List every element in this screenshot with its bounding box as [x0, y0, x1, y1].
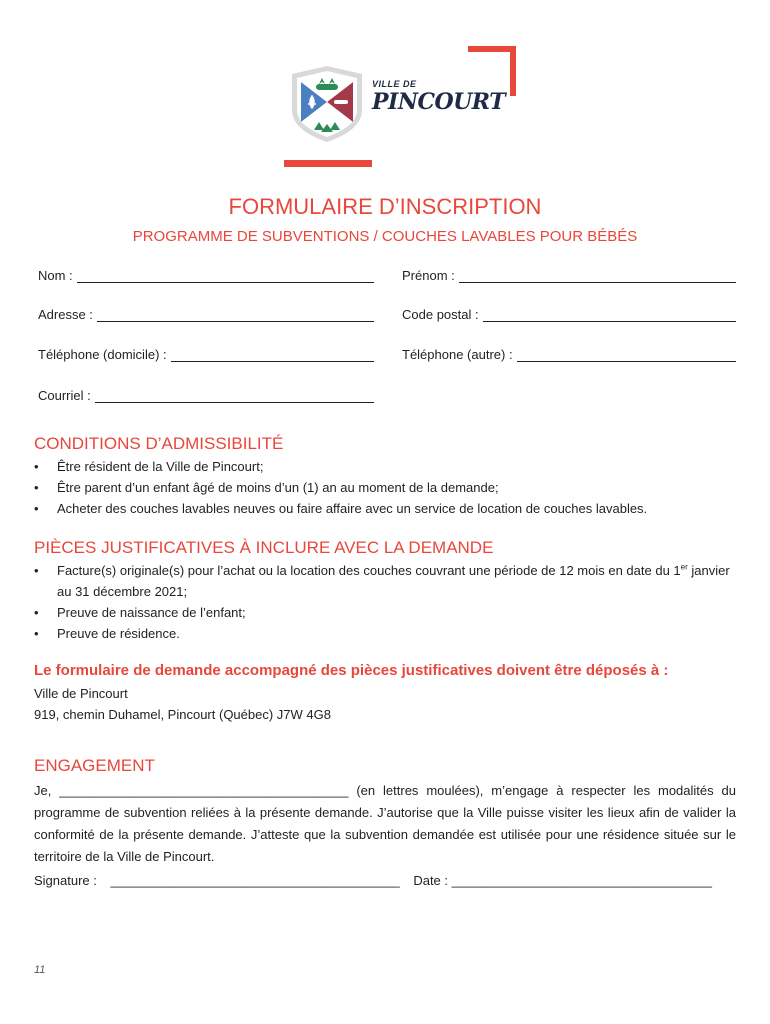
form-title: FORMULAIRE D’INSCRIPTION: [228, 194, 542, 219]
prenom-line[interactable]: [459, 270, 736, 283]
list-item: • Preuve de résidence.: [34, 623, 744, 644]
conditions-heading: CONDITIONS D’ADMISSIBILITÉ: [34, 434, 284, 453]
piece-1-text: Facture(s) originale(s) pour l’achat ou la location des couches couvrant une période de 12 mois en date du 1: [57, 563, 681, 578]
adresse-line[interactable]: [97, 309, 374, 322]
logo-corner-horizontal: [468, 46, 516, 52]
depot-heading: Le formulaire de demande accompagné des pièces justificatives doivent être déposés à :: [34, 662, 669, 679]
date-label: Date :: [413, 873, 449, 888]
logo-corner-vertical: [510, 46, 516, 96]
depot-line-1: Ville de Pincourt: [34, 686, 128, 701]
list-item: • Preuve de naissance de l’enfant;: [34, 602, 744, 623]
logo-small-text: VILLE DE: [372, 79, 417, 89]
signature-blank[interactable]: ________________________________________: [110, 873, 400, 888]
telephone-autre-line[interactable]: [517, 349, 736, 362]
signature-label: Signature :: [34, 873, 97, 888]
conditions-list: [34, 456, 744, 519]
telephone-domicile-label: Téléphone (domicile) :: [38, 347, 167, 362]
adresse-label: Adresse :: [38, 307, 93, 322]
engagement-paragraph: [34, 780, 736, 868]
page-number: 11: [34, 964, 46, 976]
telephone-autre-label: Téléphone (autre) :: [402, 347, 513, 362]
logo-big-text: PINCOURT: [372, 89, 506, 115]
nom-line[interactable]: [77, 270, 374, 283]
telephone-domicile-line[interactable]: [171, 349, 374, 362]
code-postal-label: Code postal :: [402, 307, 479, 322]
engagement-name-blank[interactable]: ________________________________________: [59, 783, 349, 798]
engagement-prefix: Je,: [34, 783, 52, 798]
form-subtitle: PROGRAMME DE SUBVENTIONS / COUCHES LAVABLES POUR BÉBÉS: [132, 228, 638, 245]
depot-line-2: 919, chemin Duhamel, Pincourt (Québec) J7W 4G8: [34, 707, 331, 722]
adresse-field[interactable]: [38, 307, 374, 322]
telephone-autre-field[interactable]: [402, 347, 736, 362]
list-item: • Être parent d’un enfant âgé de moins d’un (1) an au moment de la demande;: [34, 477, 744, 498]
pieces-list: [34, 560, 744, 644]
list-item: • Acheter des couches lavables neuves ou faire affaire avec un service de location de couches lavables.: [34, 498, 744, 519]
piece-1-text-end: janvier au 31 décembre 2021;: [57, 563, 730, 599]
city-crest-icon: [288, 64, 366, 144]
list-item: • Être résident de la Ville de Pincourt;: [34, 456, 744, 477]
telephone-domicile-field[interactable]: [38, 347, 374, 362]
prenom-label: Prénom :: [402, 268, 455, 283]
code-postal-line[interactable]: [483, 309, 736, 322]
courriel-line[interactable]: [95, 390, 374, 403]
engagement-heading: ENGAGEMENT: [34, 756, 155, 775]
nom-label: Nom :: [38, 268, 73, 283]
prenom-field[interactable]: [402, 268, 736, 283]
list-item: [34, 560, 744, 602]
pieces-heading: PIÈCES JUSTIFICATIVES À INCLURE AVEC LA DEMANDE: [34, 538, 494, 557]
courriel-field[interactable]: [38, 388, 374, 403]
nom-field[interactable]: [38, 268, 374, 283]
courriel-label: Courriel :: [38, 388, 91, 403]
piece-1-superscript: er: [680, 562, 688, 572]
signature-row: [34, 870, 712, 892]
engagement-text: (en lettres moulées), m’engage à respecter les modalités du programme de subvention reliées à la présente demande. J’autorise que la Ville puisse visiter les lieux afin de valider la conformité de la présente demande. J’atteste que la subvention demandée est utilisée pour une résidence située sur le territoire de la Ville de Pincourt.: [34, 783, 736, 864]
code-postal-field[interactable]: [402, 307, 736, 322]
date-blank[interactable]: ____________________________________: [451, 873, 712, 888]
logo-underline-bar: [284, 160, 372, 167]
